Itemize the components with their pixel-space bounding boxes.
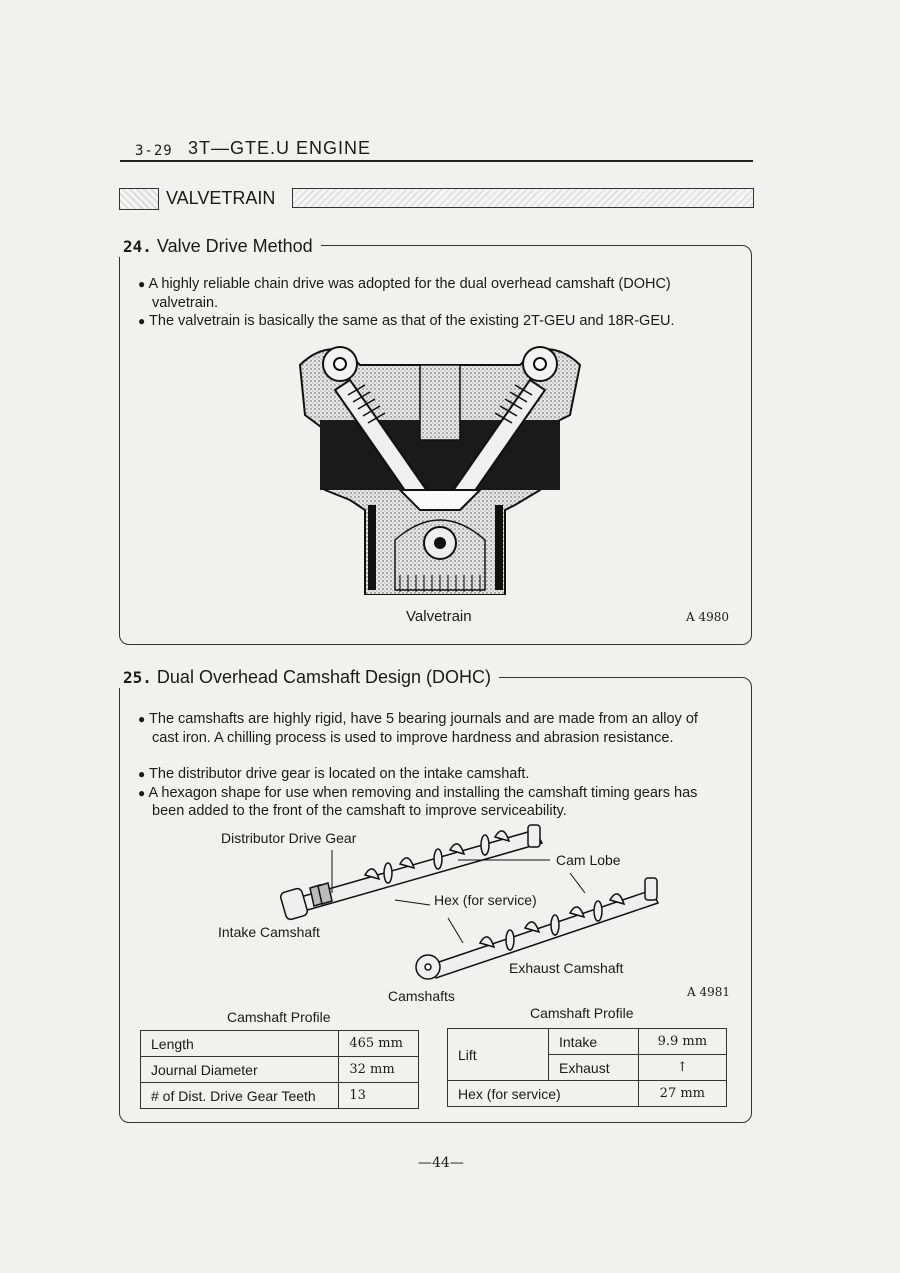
section-title: VALVETRAIN xyxy=(166,188,276,208)
panel-dohc-title xyxy=(119,667,499,688)
label-distributor-gear: Distributor Drive Gear xyxy=(221,830,357,846)
table-row xyxy=(448,1081,727,1107)
page-number: —44— xyxy=(418,1155,464,1171)
table-cell: ↑ xyxy=(638,1055,726,1081)
bullet-text: The camshafts are highly rigid, have 5 bearing journals and are made from an alloy of xyxy=(149,711,698,727)
table-cell: 32 mm xyxy=(339,1057,419,1083)
table-row xyxy=(141,1083,419,1109)
bullet-item xyxy=(138,784,738,803)
figure-ref: A 4980 xyxy=(686,610,730,624)
page-code: 3-29 xyxy=(135,143,173,159)
bullet-dot-icon: ● xyxy=(138,314,146,328)
table-cell: 465 mm xyxy=(339,1031,419,1057)
figure-caption: Valvetrain xyxy=(406,608,472,625)
topic24-text xyxy=(138,275,738,331)
valvetrain-figure xyxy=(290,340,590,595)
table-cell: 27 mm xyxy=(638,1081,726,1107)
label-intake-camshaft: Intake Camshaft xyxy=(218,924,320,940)
right-table-title: Camshaft Profile xyxy=(530,1005,634,1021)
left-spec-table xyxy=(140,1030,419,1109)
bullet-text: A hexagon shape for use when removing and installing the camshaft timing gears has xyxy=(148,784,698,801)
figure-ref: A 4981 xyxy=(687,985,731,999)
bullet-dot-icon: ● xyxy=(138,767,146,781)
bullet-continuation: been added to the front of the camshaft to improve serviceability. xyxy=(152,803,567,819)
right-spec-table xyxy=(447,1028,727,1107)
table-cell: # of Dist. Drive Gear Teeth xyxy=(141,1083,339,1109)
bullet-dot-icon: ● xyxy=(138,785,146,800)
bullet-continuation: valvetrain. xyxy=(152,294,219,311)
bullet-continuation: cast iron. A chilling process is used to improve hardness and abrasion resistance. xyxy=(152,729,674,746)
table-cell: Hex (for service) xyxy=(448,1081,639,1107)
bullet-item xyxy=(138,710,738,729)
figure-caption: Camshafts xyxy=(388,988,455,1004)
bullet-dot-icon: ● xyxy=(138,712,146,726)
table-row xyxy=(448,1029,727,1055)
table-cell: 13 xyxy=(339,1083,419,1109)
panel-valve-drive-title xyxy=(119,236,321,257)
table-cell: 9.9 mm xyxy=(638,1029,726,1055)
table-cell: Length xyxy=(141,1031,339,1057)
label-exhaust-camshaft: Exhaust Camshaft xyxy=(509,960,624,976)
table-cell: Exhaust xyxy=(549,1055,639,1081)
table-cell: Intake xyxy=(549,1029,639,1055)
topic-title: Dual Overhead Camshaft Design (DOHC) xyxy=(156,667,492,687)
bullet-text: The valvetrain is basically the same as that of the existing 2T-GEU and 18R-GEU. xyxy=(149,313,675,329)
bullet-item xyxy=(138,765,738,784)
table-row xyxy=(141,1031,419,1057)
left-table-title: Camshaft Profile xyxy=(227,1009,331,1025)
section-marker xyxy=(119,188,159,210)
header-rule xyxy=(120,160,753,162)
bullet-dot-icon: ● xyxy=(138,277,146,291)
bullet-text: The distributor drive gear is located on the intake camshaft. xyxy=(149,766,530,782)
label-cam-lobe: Cam Lobe xyxy=(556,852,621,868)
bullet-item xyxy=(138,312,738,331)
table-cell: Lift xyxy=(448,1029,549,1081)
bullet-text: A highly reliable chain drive was adopted for the dual overhead camshaft (DOHC) xyxy=(148,276,671,292)
label-hex: Hex (for service) xyxy=(434,892,537,908)
section-bar xyxy=(292,188,754,208)
topic-number: 25. xyxy=(123,668,152,687)
bullet-item xyxy=(138,275,738,294)
table-row xyxy=(141,1057,419,1083)
topic25-text xyxy=(138,710,738,821)
engine-title: 3T—GTE.U ENGINE xyxy=(188,138,372,158)
table-cell: Journal Diameter xyxy=(141,1057,339,1083)
topic-number: 24. xyxy=(123,237,152,256)
topic-title: Valve Drive Method xyxy=(156,236,313,256)
